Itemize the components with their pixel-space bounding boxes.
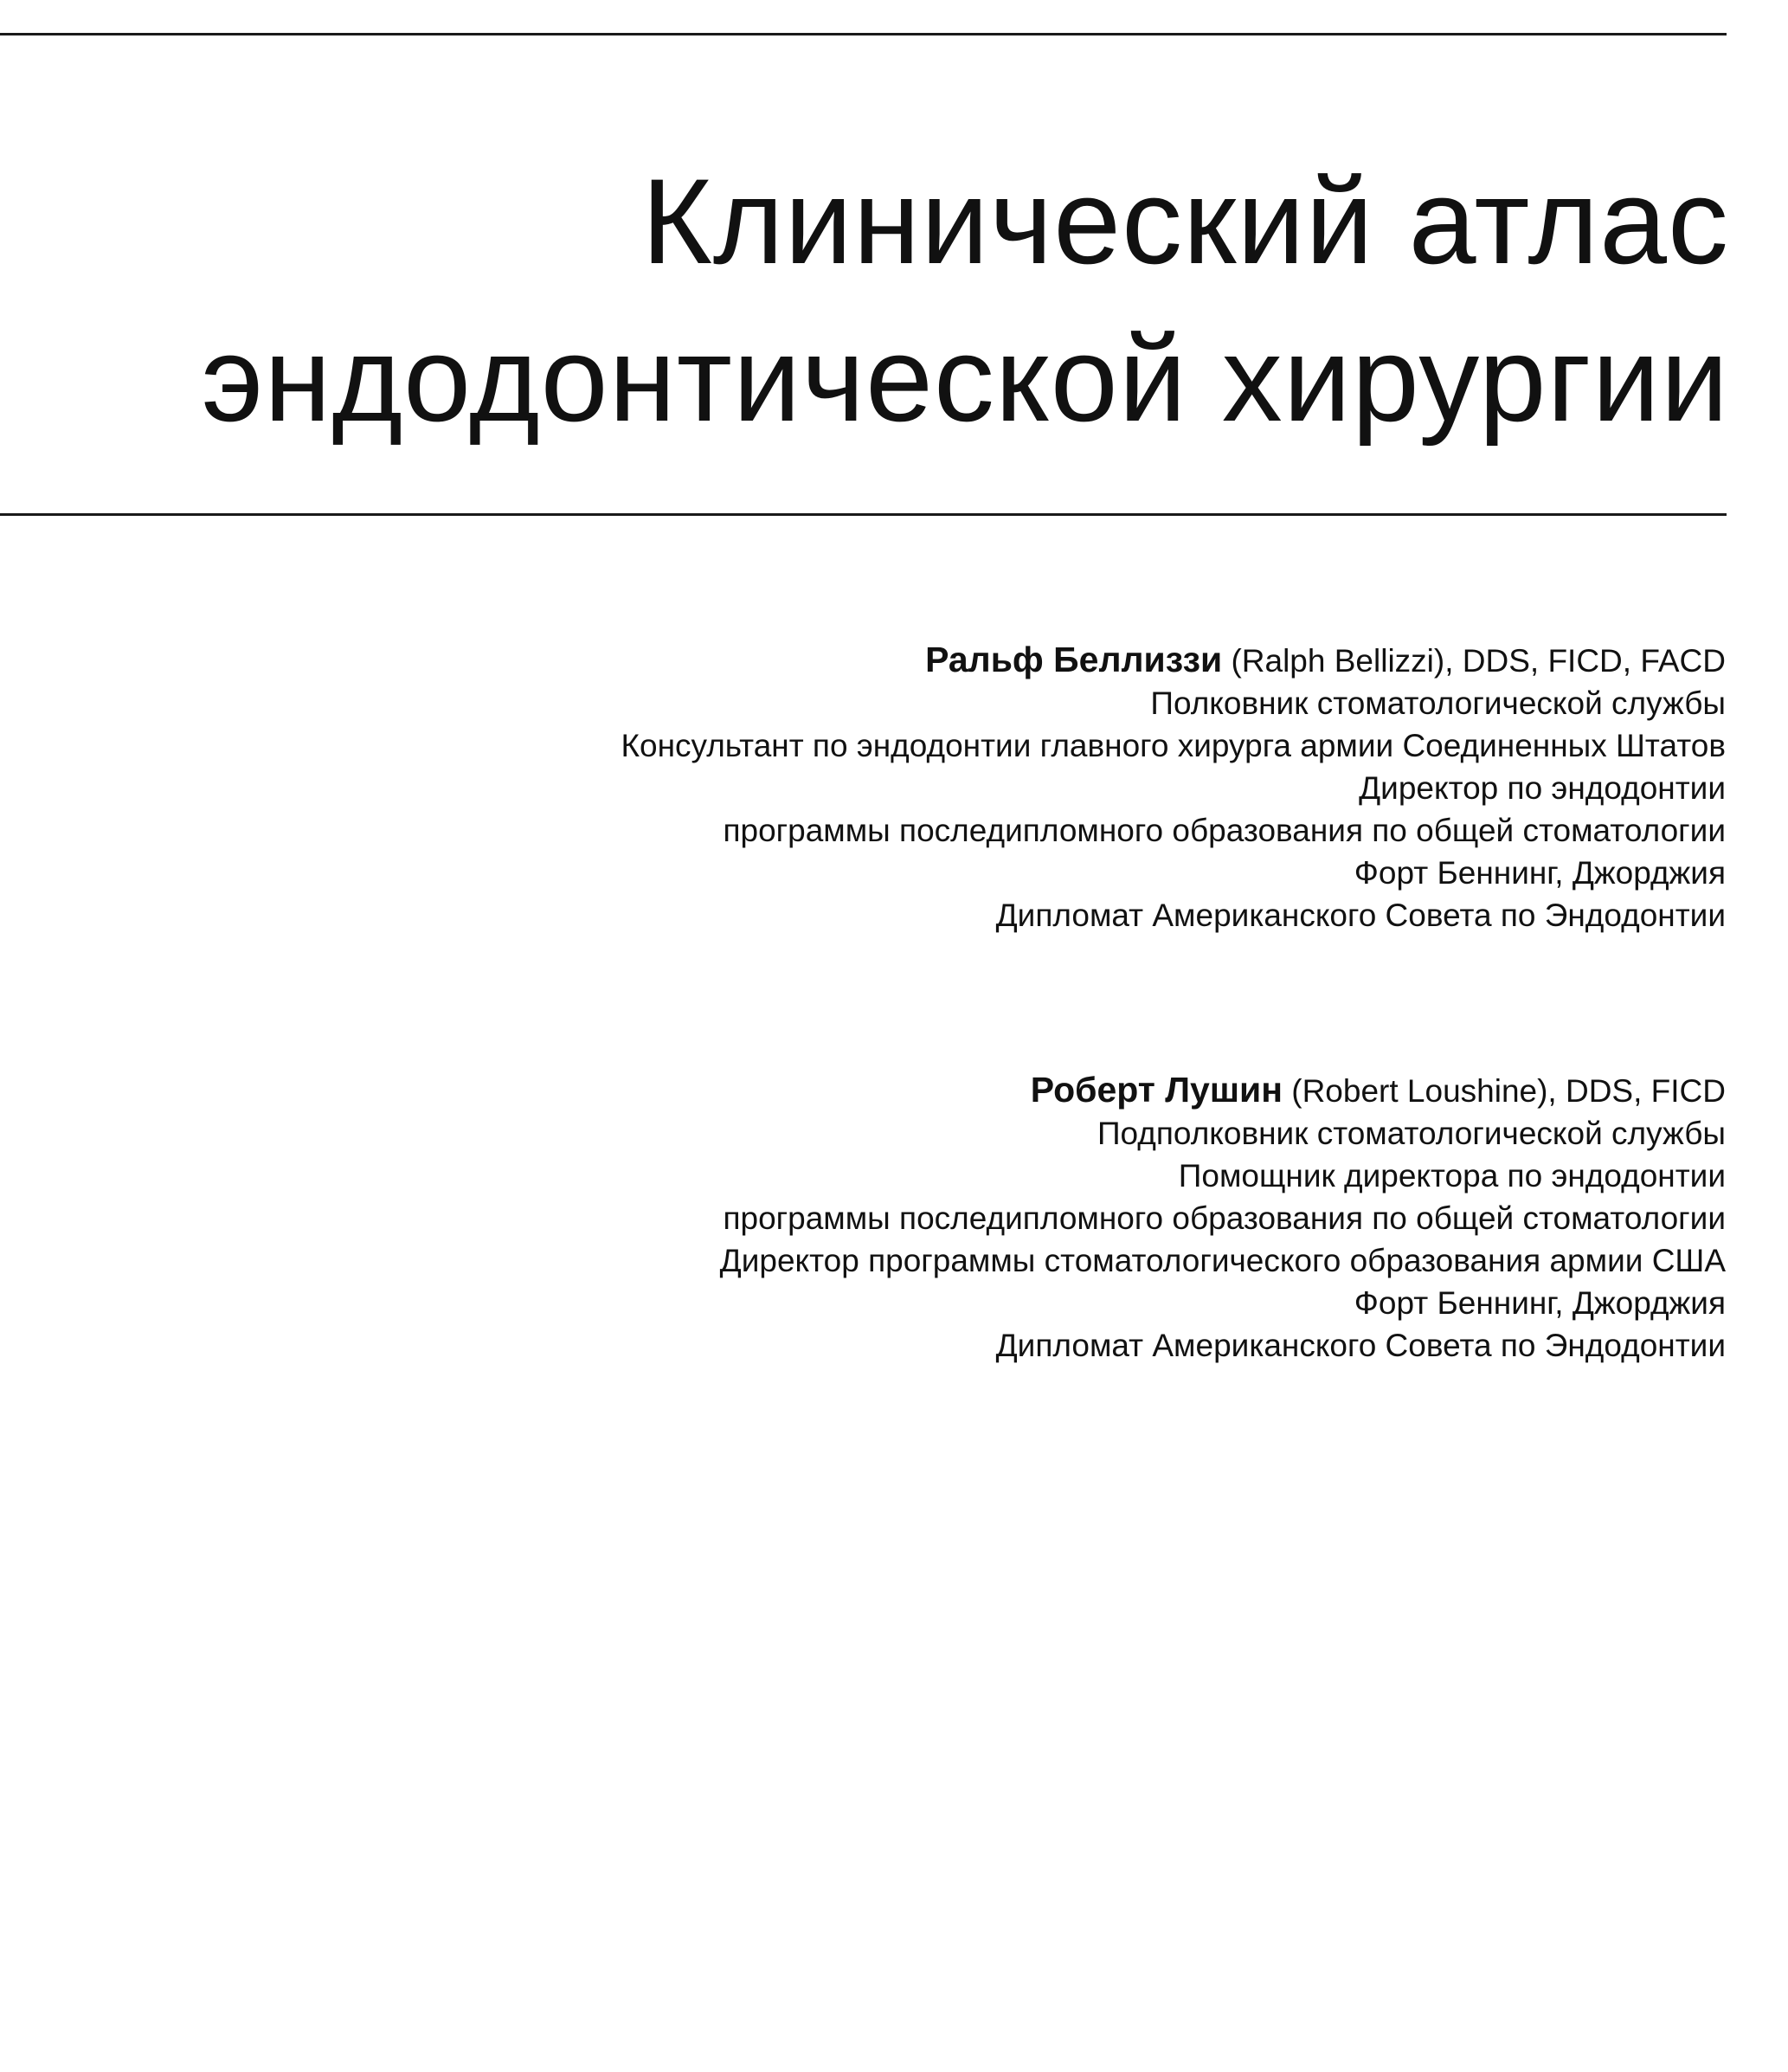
author-credentials: (Robert Loushine), DDS, FICD [1282, 1073, 1726, 1109]
author-affiliation-line: программы последипломного образования по общей стоматологии [723, 1200, 1726, 1236]
title-line-1: Клинический атлас [641, 153, 1729, 289]
author-affiliation-line: Консультант по эндодонтии главного хирурга армии Соединенных Штатов [621, 728, 1726, 763]
author-affiliation-line: Директор программы стоматологического образования армии США [719, 1243, 1726, 1278]
top-rule [0, 33, 1727, 35]
author-affiliation-line: Помощник директора по эндодонтии [1178, 1158, 1726, 1194]
author-affiliation-line: Директор по эндодонтии [1359, 770, 1726, 806]
author-block-1 [621, 639, 1726, 936]
author-name: Ральф Беллиззи [925, 640, 1223, 679]
author-heading [621, 639, 1726, 682]
author-affiliation-line: Форт Беннинг, Джорджия [1354, 1285, 1726, 1321]
author-affiliation-line: Дипломат Американского Совета по Эндодонтии [995, 1328, 1726, 1363]
author-affiliation-line: программы последипломного образования по общей стоматологии [723, 813, 1726, 848]
author-heading [720, 1069, 1726, 1112]
author-affiliation-line: Подполковник стоматологической службы [1097, 1116, 1726, 1151]
page-title [202, 143, 1729, 458]
middle-rule [0, 513, 1727, 516]
author-affiliation-line: Полковник стоматологической службы [1150, 685, 1726, 721]
author-affiliation-line: Форт Беннинг, Джорджия [1354, 855, 1726, 891]
author-name: Роберт Лушин [1030, 1070, 1283, 1110]
author-credentials: (Ralph Bellizzi), DDS, FICD, FACD [1222, 643, 1726, 679]
author-block-2 [720, 1069, 1726, 1367]
title-line-2: эндодонтической хирургии [201, 311, 1729, 447]
author-affiliation-line: Дипломат Американского Совета по Эндодонтии [995, 898, 1726, 933]
